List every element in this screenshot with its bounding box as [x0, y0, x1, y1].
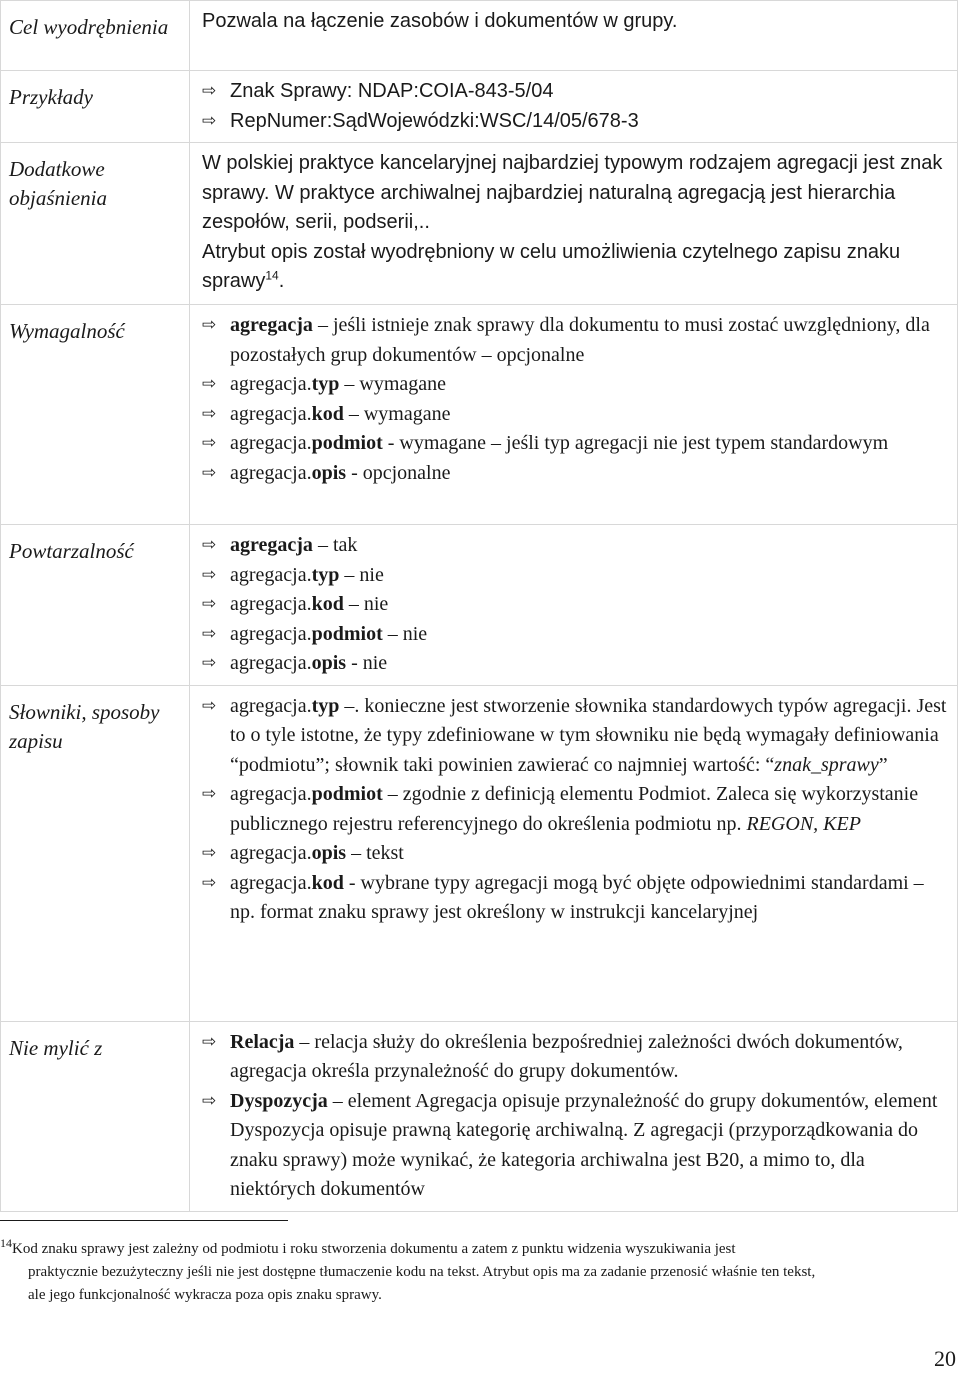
- list-item: ⇨ agregacja – jeśli istnieje znak sprawy dla dokumentu to musi zostać uwzględniony, dla pozostałych grup dokumentów – opcjonalne: [202, 311, 949, 370]
- row-content: [190, 525, 958, 686]
- row-content: [190, 143, 958, 305]
- row-cel: [1, 1, 958, 71]
- bullet-arrow-icon: ⇨: [202, 81, 217, 101]
- bullet-arrow-icon: ⇨: [202, 315, 217, 335]
- footnote: [0, 1238, 950, 1307]
- list-item: ⇨ agregacja.podmiot - wymagane – jeśli typ agregacji nie jest typem standardowym: [202, 429, 949, 459]
- list-item: ⇨ agregacja.kod – wymagane: [202, 400, 949, 430]
- explanation-paragraph: W polskiej praktyce kancelaryjnej najbardziej typowym rodzajem agregacji jest znak sprawy. W praktyce archiwalnej najbardziej naturalną agregacją jest hierarchia zespołów, serii, podserii,..: [202, 152, 943, 233]
- row-label: Przykłady: [1, 71, 190, 143]
- bullet-arrow-icon: ⇨: [202, 872, 217, 893]
- bullet-arrow-icon: ⇨: [202, 594, 217, 614]
- bullet-arrow-icon: ⇨: [202, 535, 217, 555]
- page-number: 20: [934, 1346, 956, 1371]
- bullet-arrow-icon: ⇨: [202, 1090, 217, 1111]
- bullet-arrow-icon: ⇨: [202, 433, 217, 453]
- bullet-arrow-icon: ⇨: [202, 623, 217, 644]
- explanation-paragraph: Atrybut opis został wyodrębniony w celu umożliwienia czytelnego zapisu znaku sprawy$^{14}$.: [202, 240, 901, 292]
- bullet-arrow-icon: ⇨: [202, 462, 217, 483]
- footnote-line: Kod znaku sprawy jest zależny od podmiotu i roku stworzenia dokumentu a zatem z punktu widzenia wyszukiwania jest: [12, 1241, 736, 1257]
- list-item: ⇨ agregacja.podmiot – nie: [202, 620, 949, 650]
- row-content: [190, 71, 958, 143]
- bullet-arrow-icon: ⇨: [202, 1031, 217, 1052]
- row-nie-mylic: [1, 1021, 958, 1211]
- list-item: ⇨ Znak Sprawy: NDAP:COIA-843-5/04: [202, 77, 949, 107]
- list-item: ⇨ agregacja.kod - wybrane typy agregacji mogą być objęte odpowiednimi standardami – np. format znaku sprawy jest określony w instrukcji kancelaryjnej: [202, 869, 949, 928]
- list-item: ⇨ agregacja.opis - nie: [202, 649, 949, 679]
- bullet-arrow-icon: ⇨: [202, 374, 217, 394]
- row-content: [190, 305, 958, 525]
- bullet-arrow-icon: ⇨: [202, 110, 217, 131]
- row-content: [190, 1021, 958, 1211]
- bullet-arrow-icon: ⇨: [202, 843, 217, 863]
- row-label: Wymagalność: [1, 305, 190, 525]
- bullet-arrow-icon: ⇨: [202, 564, 217, 585]
- row-dodatkowe: [1, 143, 958, 305]
- row-wymagalnosc: [1, 305, 958, 525]
- list-item: ⇨ agregacja – tak: [202, 531, 949, 561]
- bullet-arrow-icon: ⇨: [202, 695, 217, 716]
- footnote-line: ale jego funkcjonalność wykracza poza opis znaku sprawy.: [28, 1287, 382, 1303]
- footnote-number: 14: [0, 1236, 12, 1250]
- footnote-line: praktycznie bezużyteczny jeśli nie jest dostępne tłumaczenie kodu na tekst. Atrybut opis ma za zadanie przenosić właśnie ten tekst,: [28, 1264, 816, 1280]
- row-content: [190, 1, 958, 71]
- purpose-text: Pozwala na łączenie zasobów i dokumentów w grupy.: [202, 10, 678, 32]
- list-item: ⇨ agregacja.typ –. konieczne jest stworzenie słownika standardowych typów agregacji. Jest to o tyle istotne, że typy zdefiniowane w tym słowniku nie będą wymagały definiowania “podmiotu”; słownik taki powinien zawierać co najmniej wartość: “znak_sprawy”: [202, 692, 949, 781]
- list-item: ⇨ agregacja.opis - opcjonalne: [202, 459, 949, 489]
- row-label: Cel wyodrębnienia: [1, 1, 190, 71]
- list-item: ⇨ agregacja.kod – nie: [202, 590, 949, 620]
- list-item: ⇨ agregacja.typ – wymagane: [202, 370, 949, 400]
- list-item: ⇨ RepNumer:SądWojewódzki:WSC/14/05/678-3: [202, 107, 949, 137]
- row-label: Nie mylić z: [1, 1021, 190, 1211]
- list-item: ⇨ agregacja.typ – nie: [202, 561, 949, 591]
- bullet-arrow-icon: ⇨: [202, 784, 217, 804]
- footnote-separator: [0, 1220, 288, 1221]
- list-item: ⇨ agregacja.podmiot – zgodnie z definicją elementu Podmiot. Zaleca się wykorzystanie publicznego rejestru referencyjnego do określenia podmiotu np. REGON, KEP: [202, 780, 949, 839]
- footnote-ref: 14: [265, 268, 279, 283]
- row-label: Powtarzalność: [1, 525, 190, 686]
- bullet-arrow-icon: ⇨: [202, 403, 217, 424]
- row-przyklady: [1, 71, 958, 143]
- row-slowniki: [1, 685, 958, 1021]
- list-item: ⇨ Relacja – relacja służy do określenia bezpośredniej zależności dwóch dokumentów, agregacja określa przynależność do grupy dokumentów.: [202, 1028, 949, 1087]
- list-item: ⇨ Dyspozycja – element Agregacja opisuje przynależność do grupy dokumentów, element Dyspozycja opisuje prawną kategorię archiwalną. Z agregacji (przyporządkowania do znaku sprawy) może wynikać, że kategoria archiwalna jest B20, a mimo to, dla niektórych dokumentów: [202, 1087, 949, 1205]
- row-content: [190, 685, 958, 1021]
- bullet-arrow-icon: ⇨: [202, 653, 217, 673]
- row-label: Słowniki, sposoby zapisu: [1, 685, 190, 1021]
- row-label: Dodatkowe objaśnienia: [1, 143, 190, 305]
- list-item: ⇨ agregacja.opis – tekst: [202, 839, 949, 869]
- row-powtarzalnosc: [1, 525, 958, 686]
